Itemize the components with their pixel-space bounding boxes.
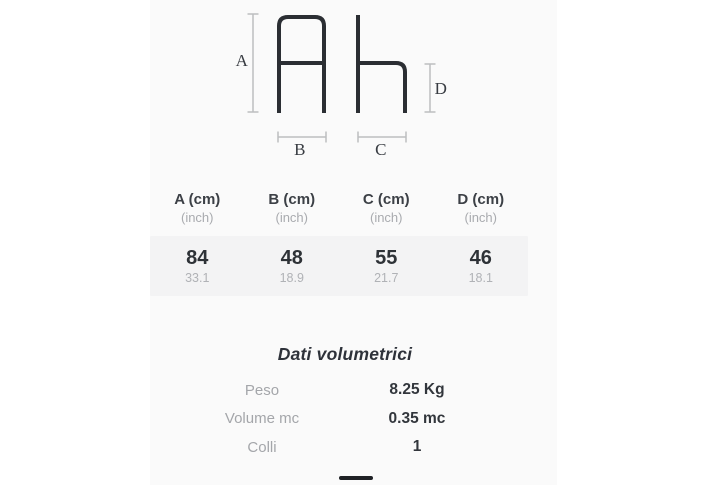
value-cm: 46 [469, 247, 492, 269]
volumetric-value: 1 [412, 438, 422, 456]
column-header-unit: (inch) [464, 210, 497, 225]
value-cm: 84 [186, 247, 209, 269]
dimension-label-c: C [375, 140, 387, 159]
bottom-drag-indicator [339, 476, 373, 480]
value-inch: 21.7 [374, 271, 399, 285]
chair-dimension-diagram-icon [0, 0, 709, 175]
column-header-label: C (cm) [362, 191, 410, 208]
dimension-label-b: B [294, 140, 306, 159]
column-header-label: D (cm) [457, 191, 505, 208]
volumetric-label: Volume mc [224, 410, 300, 428]
value-cell-d [434, 247, 529, 286]
column-header-unit: (inch) [180, 210, 214, 225]
value-cell-b [245, 247, 340, 286]
column-header-b [245, 190, 340, 225]
column-header-label: A (cm) [174, 191, 221, 208]
column-header-unit: (inch) [275, 210, 308, 225]
volumetric-rows [150, 376, 557, 462]
column-header-c [339, 190, 434, 225]
value-inch: 18.1 [468, 271, 493, 285]
volumetric-row-colli [150, 433, 557, 462]
column-header-a [150, 190, 245, 225]
volumetric-section-title: Dati volumetrici [277, 344, 413, 364]
column-header-label: B (cm) [268, 191, 316, 208]
dimension-label-a: A [235, 51, 249, 70]
value-cm: 55 [375, 247, 398, 269]
volumetric-value: 8.25 Kg [389, 381, 445, 399]
value-inch: 33.1 [185, 271, 210, 285]
dimension-label-d: D [434, 79, 448, 98]
volumetric-label: Peso [244, 381, 280, 399]
value-cell-c [339, 247, 434, 286]
dimensions-table-header-row [150, 190, 528, 225]
value-cm: 48 [280, 247, 303, 269]
column-header-d [434, 190, 529, 225]
volumetric-row-peso [150, 376, 557, 405]
dimensions-table [150, 190, 528, 296]
volumetric-row-volume [150, 405, 557, 434]
volumetric-value: 0.35 mc [388, 409, 446, 427]
column-header-unit: (inch) [369, 210, 403, 225]
value-cell-a [150, 247, 245, 286]
dimensions-table-values-row [150, 236, 528, 296]
volumetric-label: Colli [247, 438, 277, 456]
value-inch: 18.9 [279, 271, 304, 285]
